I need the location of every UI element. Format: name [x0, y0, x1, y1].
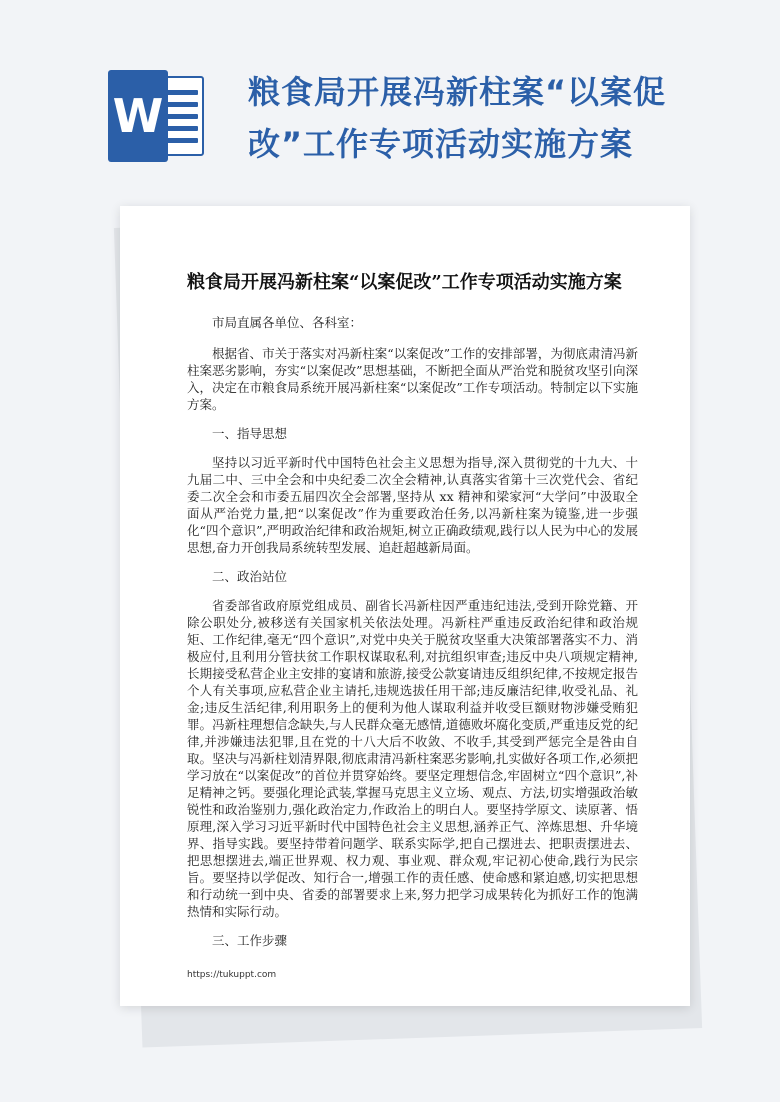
section2-body: 省委部省政府原党组成员、副省长冯新柱因严重违纪违法,受到开除党籍、开除公职处分,被移送有关国家机关依法处理。冯新柱严重违反政治纪律和政治规矩、工作纪律,毫无“四个意识”,对党中央关于脱贫攻坚重大决策部署落实不力、消极应付,且利用分管扶贫工作职权谋取私利,对抗组织审查;违反中央八项规定精神,长期接受私营企业主安排的宴请和旅游,接受公款宴请违反组织纪律,不按规定报告个人有关事项,应私营企业主请托,违规选拔任用干部;违反廉洁纪律,收受礼品、礼金;违反生活纪律,利用职务上的便利为他人谋取利益并收受巨额财物涉嫌受贿犯罪。冯新柱理想信念缺失,与人民群众毫无感情,道德败坏腐化变质,严重违反党的纪律,并涉嫌违法犯罪,且在党的十八大后不收敛、不收手,其受到严惩完全是咎由自取。坚决与冯新柱划清界限,彻底肃清冯新柱案恶劣影响,扎实做好各项工作,必须把学习放在“以案促改”的首位并贯穿始终。要坚定理想信念,牢固树立“四个意识”,补足精神之钙。要强化理论武装,掌握马克思主义立场、观点、方法,切实增强政治敏锐性和政治鉴别力,强化政治定力,作政治上的明白人。要坚持学原文、读原著、悟原理,深入学习习近平新时代中国特色社会主义思想,涵养正气、淬炼思想、升华境界、指导实践。要坚持带着问题学、联系实际学,把自己摆进去、把职责摆进去、把思想摆进去,端正世界观、权力观、事业观、群众观,牢记初心使命,践行为民宗旨。要坚持以学促改、知行合一,增强工作的责任感、使命感和紧迫感,切实把思想和行动统一到中央、省委的部署要求上来,努力把学习成果转化为抓好工作的饱满热情和实际行动。: [187, 598, 638, 919]
section1-body: 坚持以习近平新时代中国特色社会主义思想为指导,深入贯彻党的十九大、十九届二中、三中全会和中央纪委二次全会精神,认真落实省第十三次党代会、省纪委二次全会和市委五届四次全会部署,坚持从 xx 精神和梁家河“大学问”中汲取全面从严治党力量,把“以案促改”作为重要政治任务,以冯新柱案为镜鉴,进一步强化“四个意识”,严明政治纪律和政治规矩,树立正确政绩观,践行以人民为中心的发展思想,奋力开创我局系统转型发展、追赶超越新局面。: [187, 455, 638, 555]
page-title-line1: 粮食局开展冯新柱案“以案促: [248, 73, 667, 111]
page-title-line2: 改”工作专项活动实施方案: [248, 125, 634, 163]
document-title: 粮食局开展冯新柱案“以案促改”工作专项活动实施方案: [187, 272, 622, 293]
section1-title: 一、指导思想: [212, 426, 288, 441]
addressee: 市局直属各单位、各科室：: [212, 315, 363, 330]
page-title: [248, 66, 678, 170]
footer-url: https://tukuppt.com: [187, 970, 277, 980]
section2-title: 二、政治站位: [212, 569, 288, 584]
word-letter: W: [108, 70, 168, 162]
intro-paragraph: 根据省、市关于落实对冯新柱案“以案促改”工作的安排部署，为彻底肃清冯新柱案恶劣影响，夯实“以案促改”思想基础，不断把全面从严治党和脱贫攻坚引向深入，决定在市粮食局系统开展冯新柱案“以案促改”工作专项活动。特制定以下实施方案。: [187, 346, 638, 412]
section3-title: 三、工作步骤: [212, 933, 288, 948]
document-page: [120, 206, 690, 1006]
word-icon: [108, 70, 208, 160]
header: [0, 0, 780, 200]
